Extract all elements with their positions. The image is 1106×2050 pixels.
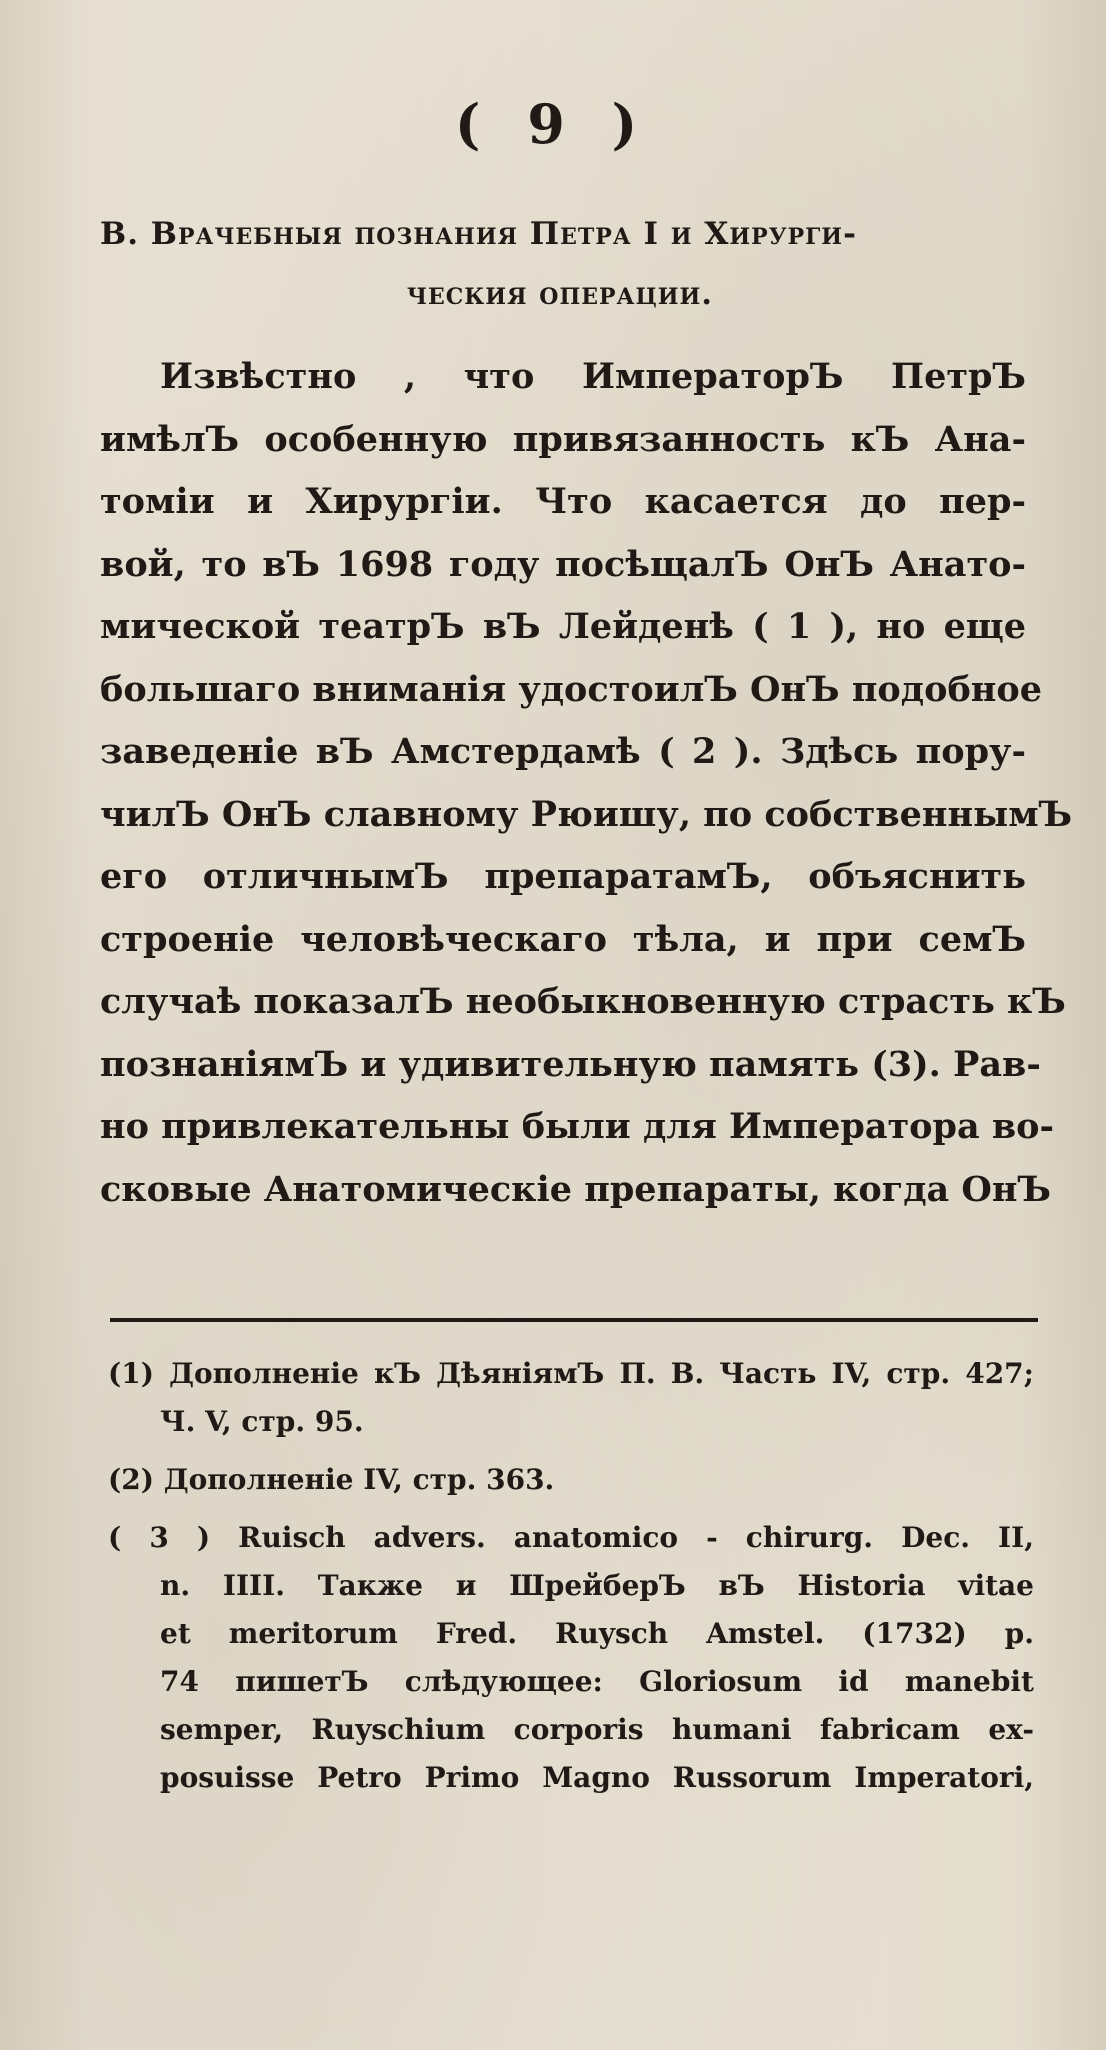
body-line: чилЪ ОнЪ славному Рюишу, по собственнымЪ (100, 793, 1073, 835)
body-line: сковые Анатомическіе препараты, когда ОнЪ (100, 1168, 1051, 1210)
footnote-3 (108, 1514, 1034, 1802)
body-line: большаго вниманія удостоилЪ ОнЪ подобное (100, 668, 1043, 710)
footnote-line: Ч. V, стр. 95. (160, 1405, 364, 1438)
section-heading-line-2: ческия операции. (406, 276, 714, 312)
footnote-line: 74 пишетЪ слѣдующее: Gloriosum id manebit (160, 1665, 1034, 1698)
body-line: вой, то вЪ 1698 году посѣщалЪ ОнЪ Анато- (100, 543, 1026, 585)
body-line: случаѣ показалЪ необыкновенную страсть кЪ (100, 981, 1066, 1022)
body-line: Извѣстно , что ИмператорЪ ПетрЪ (160, 356, 1026, 397)
section-heading (100, 206, 1020, 322)
footnote-line: et meritorum Fred. Ruysch Amstel. (1732) p. (160, 1617, 1034, 1650)
page-number: ( 9 ) (454, 92, 652, 156)
body-line: имѣлЪ особенную привязанность кЪ Ана- (100, 418, 1026, 460)
footnote-divider (110, 1318, 1038, 1322)
footnotes (108, 1350, 1034, 1812)
body-line: заведеніе вЪ Амстердамѣ ( 2 ). Здѣсь пору- (100, 731, 1026, 772)
body-line: мической театрЪ вЪ Лейденѣ ( 1 ), но еще (100, 606, 1026, 647)
section-heading-line-1: В. Врачебныя познания Петра I и Хирурги- (100, 216, 857, 252)
footnote-line: n. IIII. Также и ШрейберЪ вЪ Historia vitae (160, 1569, 1034, 1602)
footnote-line: semper, Ruyschium corporis humani fabricam ex- (160, 1713, 1034, 1746)
body-line: познаніямЪ и удивительную память (3). Рав- (100, 1043, 1041, 1085)
body-text (100, 346, 1073, 1221)
footnote-2 (108, 1456, 1034, 1504)
footnote-line: ( 3 ) Ruisch advers. anatomico - chirurg. Dec. II, (108, 1521, 1034, 1554)
footnote-line: (2) Дополненіе IV, стр. 363. (108, 1463, 555, 1496)
footnote-line: posuisse Petro Primo Magno Russorum Imperatori, (160, 1761, 1034, 1794)
body-line: его отличнымЪ препаратамЪ, объяснить (100, 856, 1026, 897)
footnote-line: (1) Дополненіе кЪ ДѣяніямЪ П. В. Часть IV, стр. 427; (108, 1357, 1034, 1390)
body-line: строеніе человѣческаго тѣла, и при семЪ (100, 918, 1026, 960)
body-line: но привлекательны были для Императора во- (100, 1106, 1055, 1147)
body-line: томіи и Хирургіи. Что касается до пер- (100, 481, 1026, 522)
footnote-1 (108, 1350, 1034, 1446)
